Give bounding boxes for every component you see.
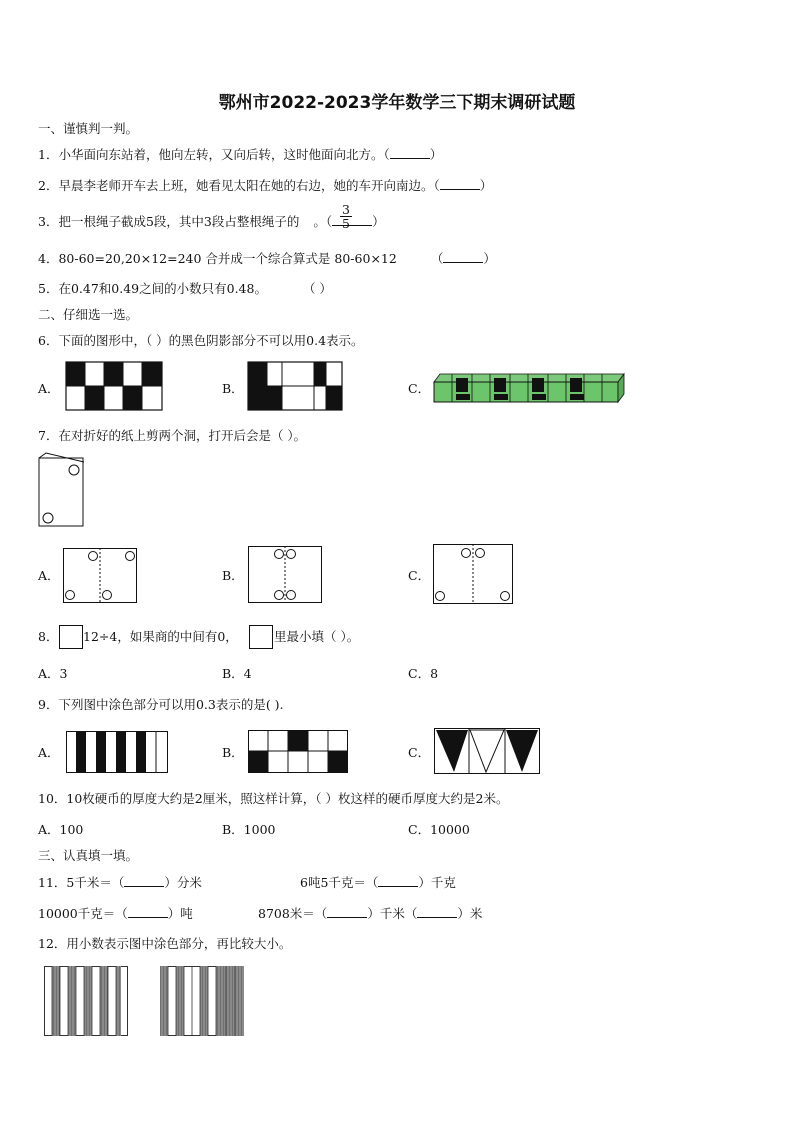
question-8-mid: 12÷4，如果商的中间有0， [83,629,238,644]
answer-blank[interactable] [124,874,164,887]
option-b-label[interactable]: B． [222,745,244,760]
answer-blank[interactable] [440,177,480,190]
q6-option-a-grid[interactable] [66,362,162,410]
section-heading-1: 一、谨慎判一判。 [38,121,139,136]
q6-option-b-grid[interactable] [248,362,342,410]
page-title: 鄂州市2022-2023学年数学三下期末调研试题 [218,93,576,113]
question-1: 1．小华面向东站着，他向左转，又向后转，这时他面向北方。（ ） [38,147,443,162]
question-3-text: 3．把一根绳子截成5段，其中3段占整根绳子的 [38,214,300,229]
option-a-label[interactable]: A． [38,568,60,583]
question-12: 12．用小数表示图中涂色部分，再比较大小。 [38,936,292,951]
option-a-label[interactable]: A． [38,381,60,396]
question-8-tail: 里最小填（ ）。 [274,629,360,644]
answer-blank[interactable] [327,905,367,918]
question-4-text: 4．80-60=20,20×12=240 合并成一个综合算式是 80-60×12 [38,251,397,266]
question-11-part-3: 10000千克＝（ ）吨 [38,906,193,921]
option-a[interactable]: A．3 [38,666,68,681]
option-a[interactable]: A．100 [38,822,84,837]
question-10: 10．10枚硬币的厚度大约是2厘米，照这样计算，（ ）枚这样的硬币厚度大约是2米。 [38,791,509,806]
option-c[interactable]: C．8 [408,666,439,681]
q9-option-a-bars[interactable] [66,731,168,773]
answer-blank[interactable] [417,905,457,918]
answer-blank[interactable] [128,905,168,918]
option-b[interactable]: B．1000 [222,822,276,837]
answer-blank[interactable] [378,874,418,887]
folded-paper-figure [38,452,86,528]
question-3: 3．把一根绳子截成5段，其中3段占整根绳子的 。（ ） [38,214,385,229]
question-11-part-2: 6吨5千克＝（ ）千克 [300,875,456,890]
question-2: 2．早晨李老师开车去上班，她看见太阳在她的右边，她的车开向南边。（ ） [38,178,493,193]
question-5-text: 5．在0.47和0.49之间的小数只有0.48。 [38,281,267,296]
q6-option-c-strip[interactable] [434,372,624,404]
q7-option-b-figure[interactable] [248,546,322,603]
q7-option-c-figure[interactable] [433,544,513,604]
question-9: 9．下列图中涂色部分可以用0.3表示的是( ). [38,697,284,712]
question-2-text: 2．早晨李老师开车去上班，她看见太阳在她的右边，她的车开向南边。（ [38,178,440,193]
q9-option-c-triangles[interactable] [434,728,540,774]
question-1-text: 1．小华面向东站着，他向左转，又向后转，这时他面向北方。（ [38,147,390,162]
q12-figure-right [160,966,244,1036]
question-7: 7．在对折好的纸上剪两个洞，打开后会是（ ）。 [38,428,307,443]
digit-box[interactable] [59,625,83,649]
q9-option-b-grid[interactable] [248,730,348,773]
q7-option-a-figure[interactable] [63,548,137,603]
question-4: 4．80-60=20,20×12=240 合并成一个综合算式是 80-60×12 （ ） [38,251,496,266]
option-a-label[interactable]: A． [38,745,60,760]
question-11-part-4: 8708米＝（ ）千米（ ）米 [258,906,483,921]
q12-figure-left [44,966,128,1036]
answer-paren[interactable]: （ ） [302,281,332,296]
option-b-label[interactable]: B． [222,381,244,396]
option-b[interactable]: B．4 [222,666,252,681]
option-c[interactable]: C．10000 [408,822,470,837]
option-c-label[interactable]: C． [408,745,431,760]
question-11-part-1: 11．5千米＝（ ）分米 [38,875,202,890]
fraction-three-fifths: $\frac{3}{5}$ [340,203,352,230]
question-5 [38,281,332,297]
section-heading-2: 二、仔细选一选。 [38,307,139,322]
answer-blank[interactable] [443,250,483,263]
option-c-label[interactable]: C． [408,568,431,583]
option-c-label[interactable]: C． [408,381,431,396]
option-b-label[interactable]: B． [222,568,244,583]
digit-box[interactable] [249,625,273,649]
answer-blank[interactable] [390,146,430,159]
answer-blank[interactable] [332,213,372,226]
section-heading-3: 三、认真填一填。 [38,848,139,863]
question-6: 6．下面的图形中，（ ）的黑色阴影部分不可以用0.4表示。 [38,333,364,348]
question-8-prefix: 8． [38,629,59,644]
